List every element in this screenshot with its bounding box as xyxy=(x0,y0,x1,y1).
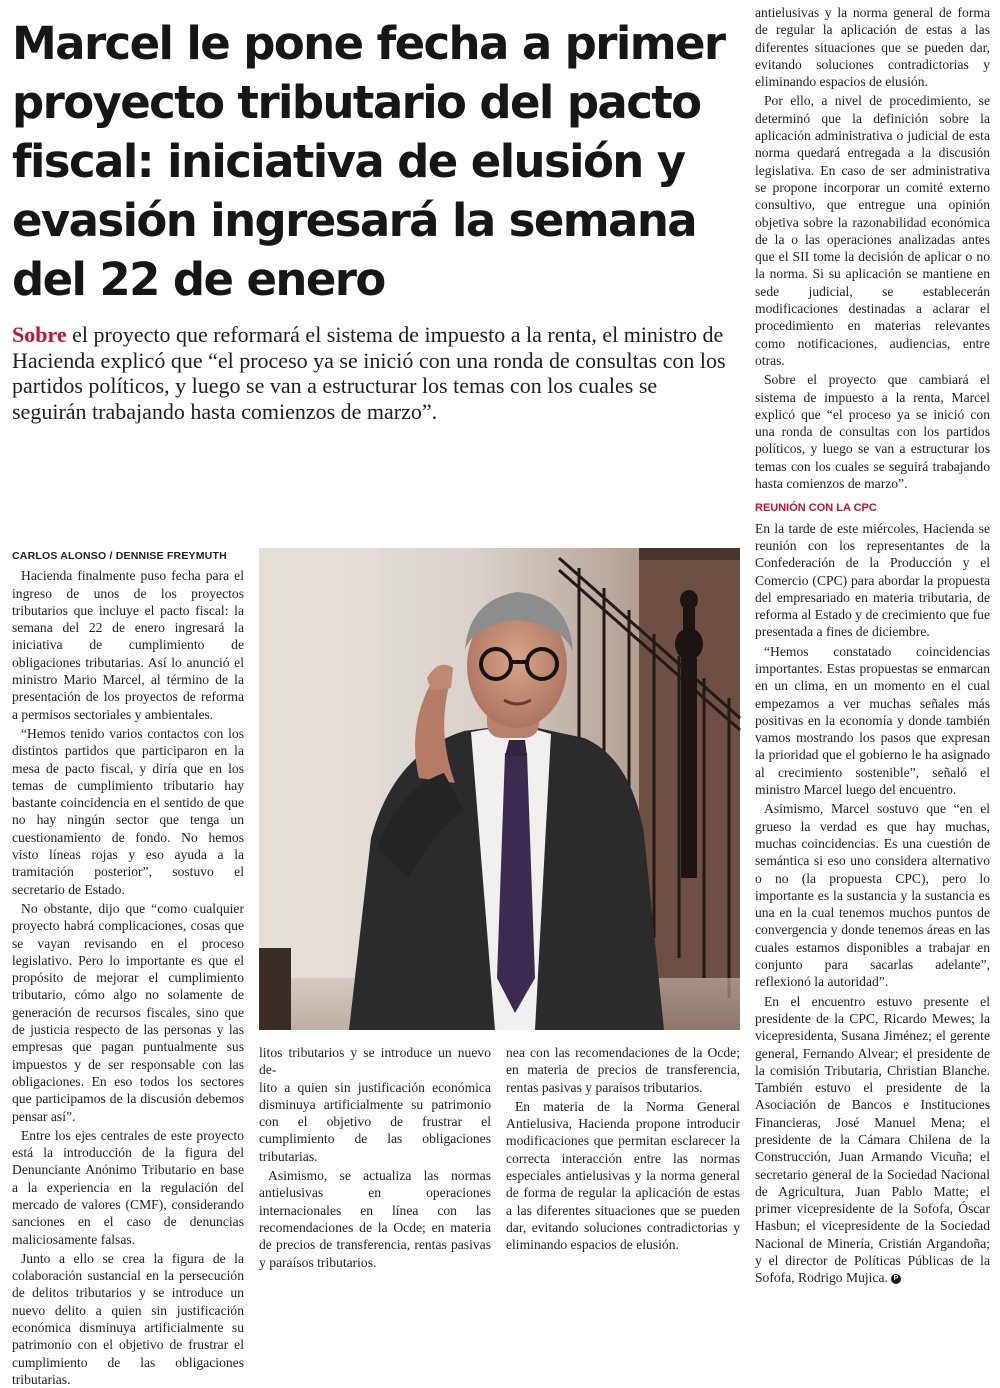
lead-accent-word: Sobre xyxy=(12,322,67,347)
body-paragraph: Asimismo, Marcel sostuvo que “en el grueso la verdad es que hay muchas, muchas coincidencias. Es una cuestión de semántica si eso uno considera alternativo o no (la propuesta CPC), pero lo importante es la sustancia y la sustancia es una en la cual tenemos muchos puntos de convergencia y donde tenemos áreas en las cuales estamos disponibles a trabajar en conjunto para sacarlas adelante”, reflexionó la autoridad”. xyxy=(755,801,990,990)
lead-paragraph xyxy=(12,322,734,424)
body-paragraph: Hacienda finalmente puso fecha para el ingreso de unos de los proyectos tributarios que incluye el pacto fiscal: la semana del 22 de enero ingresará la iniciativa de cumplimiento de obligaciones tributarias. Así lo anunció el ministro Mario Marcel, al término de la presentación de los proyectos de reforma a permisos sectoriales y ambientales. xyxy=(12,568,244,722)
body-paragraph: Por ello, a nivel de procedimiento, se determinó que la definición sobre la aplicación administrativa o judicial de esta norma quedará entregada a la discusión legislativa. En caso de ser administrativa se propone incorporar un comité externo consultivo, que entregue una opinión objetiva sobre la razonabilidad económica de la o las operaciones analizadas antes que el SII tome la decisión de aplicar o no la norma. Si su aplicación se mantiene en sede judicial, se establecerán modificaciones destinadas a aclarar el procedimiento en materias relevantes como notificaciones, audiencias, entre otras. xyxy=(755,93,990,368)
end-mark-icon: P xyxy=(891,1274,901,1284)
lead-text: el proyecto que reformará el sistema de impuesto a la renta, el ministro de Hacienda explicó que “el proceso ya se inició con una ronda de consultas con los partidos políticos, y luego se van a estructurar los temas con los cuales se seguirán trabajando hasta comienzos de marzo”. xyxy=(12,322,726,424)
body-paragraph: “Hemos tenido varios contactos con los distintos partidos que participaron en la mesa de pacto fiscal, y diría que en los temas de cumplimiento tributario hay bastante coincidencia en el sentido de que no hay ningún sector que tenga un cuestionamiento de fondo. No hemos visto líneas rojas y eso ayuda a la tramitación posterior”, sostuvo el secretario de Estado. xyxy=(12,725,244,897)
body-paragraph: Asimismo, se actualiza las normas antielusivas en operaciones internacionales en línea con las recomendaciones de la Ocde; en materia de precios de transferencia, rentas pasivas y paraísos tributarios. xyxy=(259,1168,491,1270)
body-paragraph: En la tarde de este miércoles, Hacienda se reunión con los representantes de la Confederación de la Producción y el Comercio (CPC) para abordar la propuesta del empresariado en materia tributaria, de reforma al Estado y de crecimiento que fue presentada a fines de diciembre. xyxy=(755,520,990,640)
body-paragraph: litos tributarios y se introduce un nuevo de- xyxy=(259,1045,491,1078)
body-paragraph: En materia de la Norma General Antielusiva, Hacienda propone introducir modificaciones que permitan esclarecer la correcta interacción entre las normas especiales antielusivas y la norma general de forma de regular la aplicación de estas a las diferentes situaciones que se pueden dar, evitando soluciones contradictorias y eliminando espacios de elusión. xyxy=(506,1098,740,1253)
body-paragraph: Sobre el proyecto que cambiará el sistema de impuesto a la renta, Marcel explicó que “el proceso ya se inició con una ronda de consultas con los partidos políticos, y luego se van a estructurar los temas con los cuales se seguirá trabajando hasta comienzos de marzo”. xyxy=(755,372,990,492)
body-paragraph: lito a quien sin justificación económica disminuya artificialmente su patrimonio con el objetivo de frustrar el cumplimiento de las obligaciones tributarias. xyxy=(259,1079,491,1164)
body-paragraph: Entre los ejes centrales de este proyecto está la introducción de la figura del Denunciante Anónimo Tributario en base a la experiencia en la regulación del mercado de valores (CMF), considerando sanciones en el caso de denuncias maliciosamente falsas. xyxy=(12,1127,244,1247)
body-paragraph: nea con las recomendaciones de la Ocde; en materia de precios de transferencia, rentas pasivas y paraísos tributarios. xyxy=(506,1045,740,1095)
body-paragraph-last xyxy=(755,993,990,1287)
byline: CARLOS ALONSO / DENNISE FREYMUTH xyxy=(12,550,227,562)
column-2 xyxy=(259,1044,491,1270)
section-subhead: REUNIÓN CON LA CPC xyxy=(755,502,877,515)
column-3 xyxy=(506,1044,740,1253)
body-paragraph-text: En el encuentro estuvo presente el presidente de la CPC, Ricardo Mewes; la vicepresidenta, Susana Jiménez; el gerente general, Fernando Alvear; el presidente de la comisión Tributaria, Christian Blanche. También estuvo el presidente de la Asociación de Bancos e Instituciones Financieras, José Manuel Mena; el presidente de la Cámara Chilena de la Construcción, Juan Armando Vicuña; el secretario general de la Sociedad Nacional de Agricultura, Juan Pablo Matte; el primer vicepresidente de la Sofofa, Óscar Hasbun; el vicepresidente de la Sociedad Nacional de Minería, Cristián Argandoña; y el director de Políticas Públicas de la Sofofa, Rodrigo Mujica. xyxy=(755,993,990,1286)
headline: Marcel le pone fecha a primer proyecto tributario del pacto fiscal: iniciativa de elusión y evasión ingresará la semana del 22 de enero xyxy=(12,17,725,306)
body-paragraph: Junto a ello se crea la figura de la colaboración sustancial en la persecución de delitos tributarios y se introduce un nuevo delito a quien sin justificación económica disminuya artificialmente su patrimonio con el objetivo de frustrar el cumplimiento de las obligaciones tributarias. xyxy=(12,1250,244,1387)
body-paragraph: No obstante, dijo que “como cualquier proyecto habrá complicaciones, cosas que se vayan revisando en el proceso legislativo. Pero lo importante es que el propósito de mejorar el cumplimiento tributario, cómo algo no solamente de generación de recursos fiscales, sino que de justicia respecto de las personas y las empresas que pagan puntualmente sus impuestos y de ser responsable con las obligaciones. En eso todos los sectores que participamos de la discusión debemos pensar así”. xyxy=(12,900,244,1124)
column-4 xyxy=(755,4,990,1286)
article-photo xyxy=(259,548,740,1030)
column-1 xyxy=(12,548,244,1387)
body-paragraph: “Hemos constatado coincidencias importantes. Estas propuestas se enmarcan en un clima, en un momento en el cual empezamos a ver muchas señales más positivas en la economía y donde también vamos mostrando los pasos que expresan la prioridad que el gobierno le ha asignado al crecimiento sostenible”, señaló el ministro Marcel luego del encuentro. xyxy=(755,643,990,798)
body-paragraph: antielusivas y la norma general de forma de regular la aplicación de estas a las diferentes situaciones que se pueden dar, evitando soluciones contradictorias y eliminando espacios de elusión. xyxy=(755,5,990,90)
